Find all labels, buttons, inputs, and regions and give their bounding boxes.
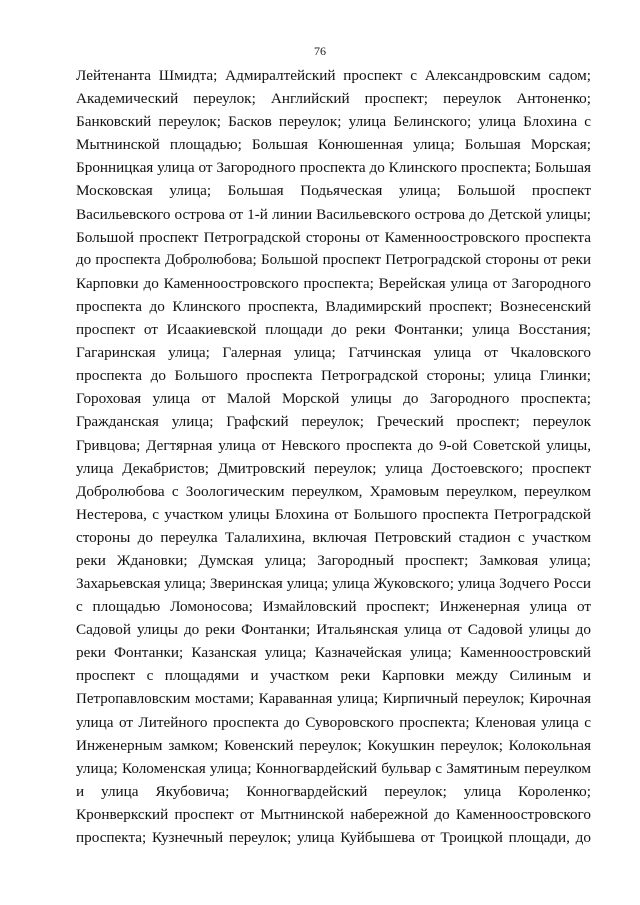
text-line: Захарьевская улица; Зверинская улица; улица Жуковского; улица Зодчего Росси [76,575,591,593]
text-line: Академический переулок; Английский проспект; переулок Антоненко; [76,90,591,108]
text-line: Банковский переулок; Басков переулок; улица Белинского; улица Блохина с [76,113,591,131]
text-line: до проспекта Добролюбова; Большой проспект Петроградской стороны от реки [76,251,591,268]
text-line: Инженерным замком; Ковенский переулок; Кокушкин переулок; Колокольная [76,736,591,754]
text-line: и улица Якубовича; Конногвардейский переулок; улица Короленко; [76,782,591,800]
text-line: Добролюбова с Зоологическим переулком, Храмовым переулком, переулком [76,482,591,500]
text-line: Кронверкский проспект от Мытнинской набережной до Каменноостровского [76,806,591,823]
text-line: проспекта; Кузнечный переулок; улица Куйбышева от Троицкой площади, до [76,829,591,847]
text-line: проспект с площадями и участком реки Карповки между Силиным и [76,667,591,685]
text-line: проспект от Исаакиевской площади до реки Фонтанки; улица Восстания; [76,321,591,339]
text-line: Лейтенанта Шмидта; Адмиралтейский проспект с Александровским садом; [76,67,591,84]
text-line: Мытнинской площадью; Большая Конюшенная улица; Большая Морская; [76,136,591,154]
text-line: Карповки до Каменноостровского проспекта; Верейская улица от Загородного [76,274,591,292]
text-line: проспекта до Клинского проспекта, Владимирский проспект; Вознесенский [76,297,591,315]
text-line: реки Фонтанки; Казанская улица; Казначейская улица; Каменноостровский [76,644,591,662]
text-line: Гороховая улица от Малой Морской улицы до Загородного проспекта; [76,390,591,408]
text-line: Бронницкая улица от Загородного проспекта до Клинского проспекта; Большая [76,159,591,177]
text-line: Васильевского острова от 1-й линии Васильевского острова до Детской улицы; [76,205,591,223]
text-line: Гривцова; Дегтярная улица от Невского проспекта до 9-ой Советской улицы, [76,436,591,454]
page-number: 76 [314,44,326,58]
text-line: Гагаринская улица; Галерная улица; Гатчинская улица от Чкаловского [76,344,591,362]
text-line: стороны до переулка Талалихина, включая Петровский стадион с участком [76,528,591,546]
text-line: улица от Литейного проспекта до Суворовского проспекта; Кленовая улица с [76,713,591,731]
text-line: Московская улица; Большая Подьяческая улица; Большой проспект [76,182,591,200]
text-line: проспекта до Большого проспекта Петроградской стороны; улица Глинки; [76,367,591,385]
text-line: Садовой улицы до реки Фонтанки; Итальянская улица от Садовой улицы до [76,621,591,639]
text-line: реки Ждановки; Думская улица; Загородный проспект; Замковая улица; [76,551,591,569]
text-line: улица Декабристов; Дмитровский переулок; улица Достоевского; проспект [76,459,591,477]
body-text [76,64,591,849]
text-line: Большой проспект Петроградской стороны от Каменноостровского проспекта [76,228,591,246]
text-line: Петропавловским мостами; Караванная улица; Кирпичный переулок; Кирочная [76,690,591,707]
text-line: Нестерова, с участком улицы Блохина от Большого проспекта Петроградской [76,505,591,523]
text-line: улица; Коломенская улица; Конногвардейский бульвар с Замятиным переулком [76,759,591,777]
text-line: Гражданская улица; Графский переулок; Греческий проспект; переулок [76,413,591,431]
text-line: с площадью Ломоносова; Измайловский проспект; Инженерная улица от [76,598,591,616]
